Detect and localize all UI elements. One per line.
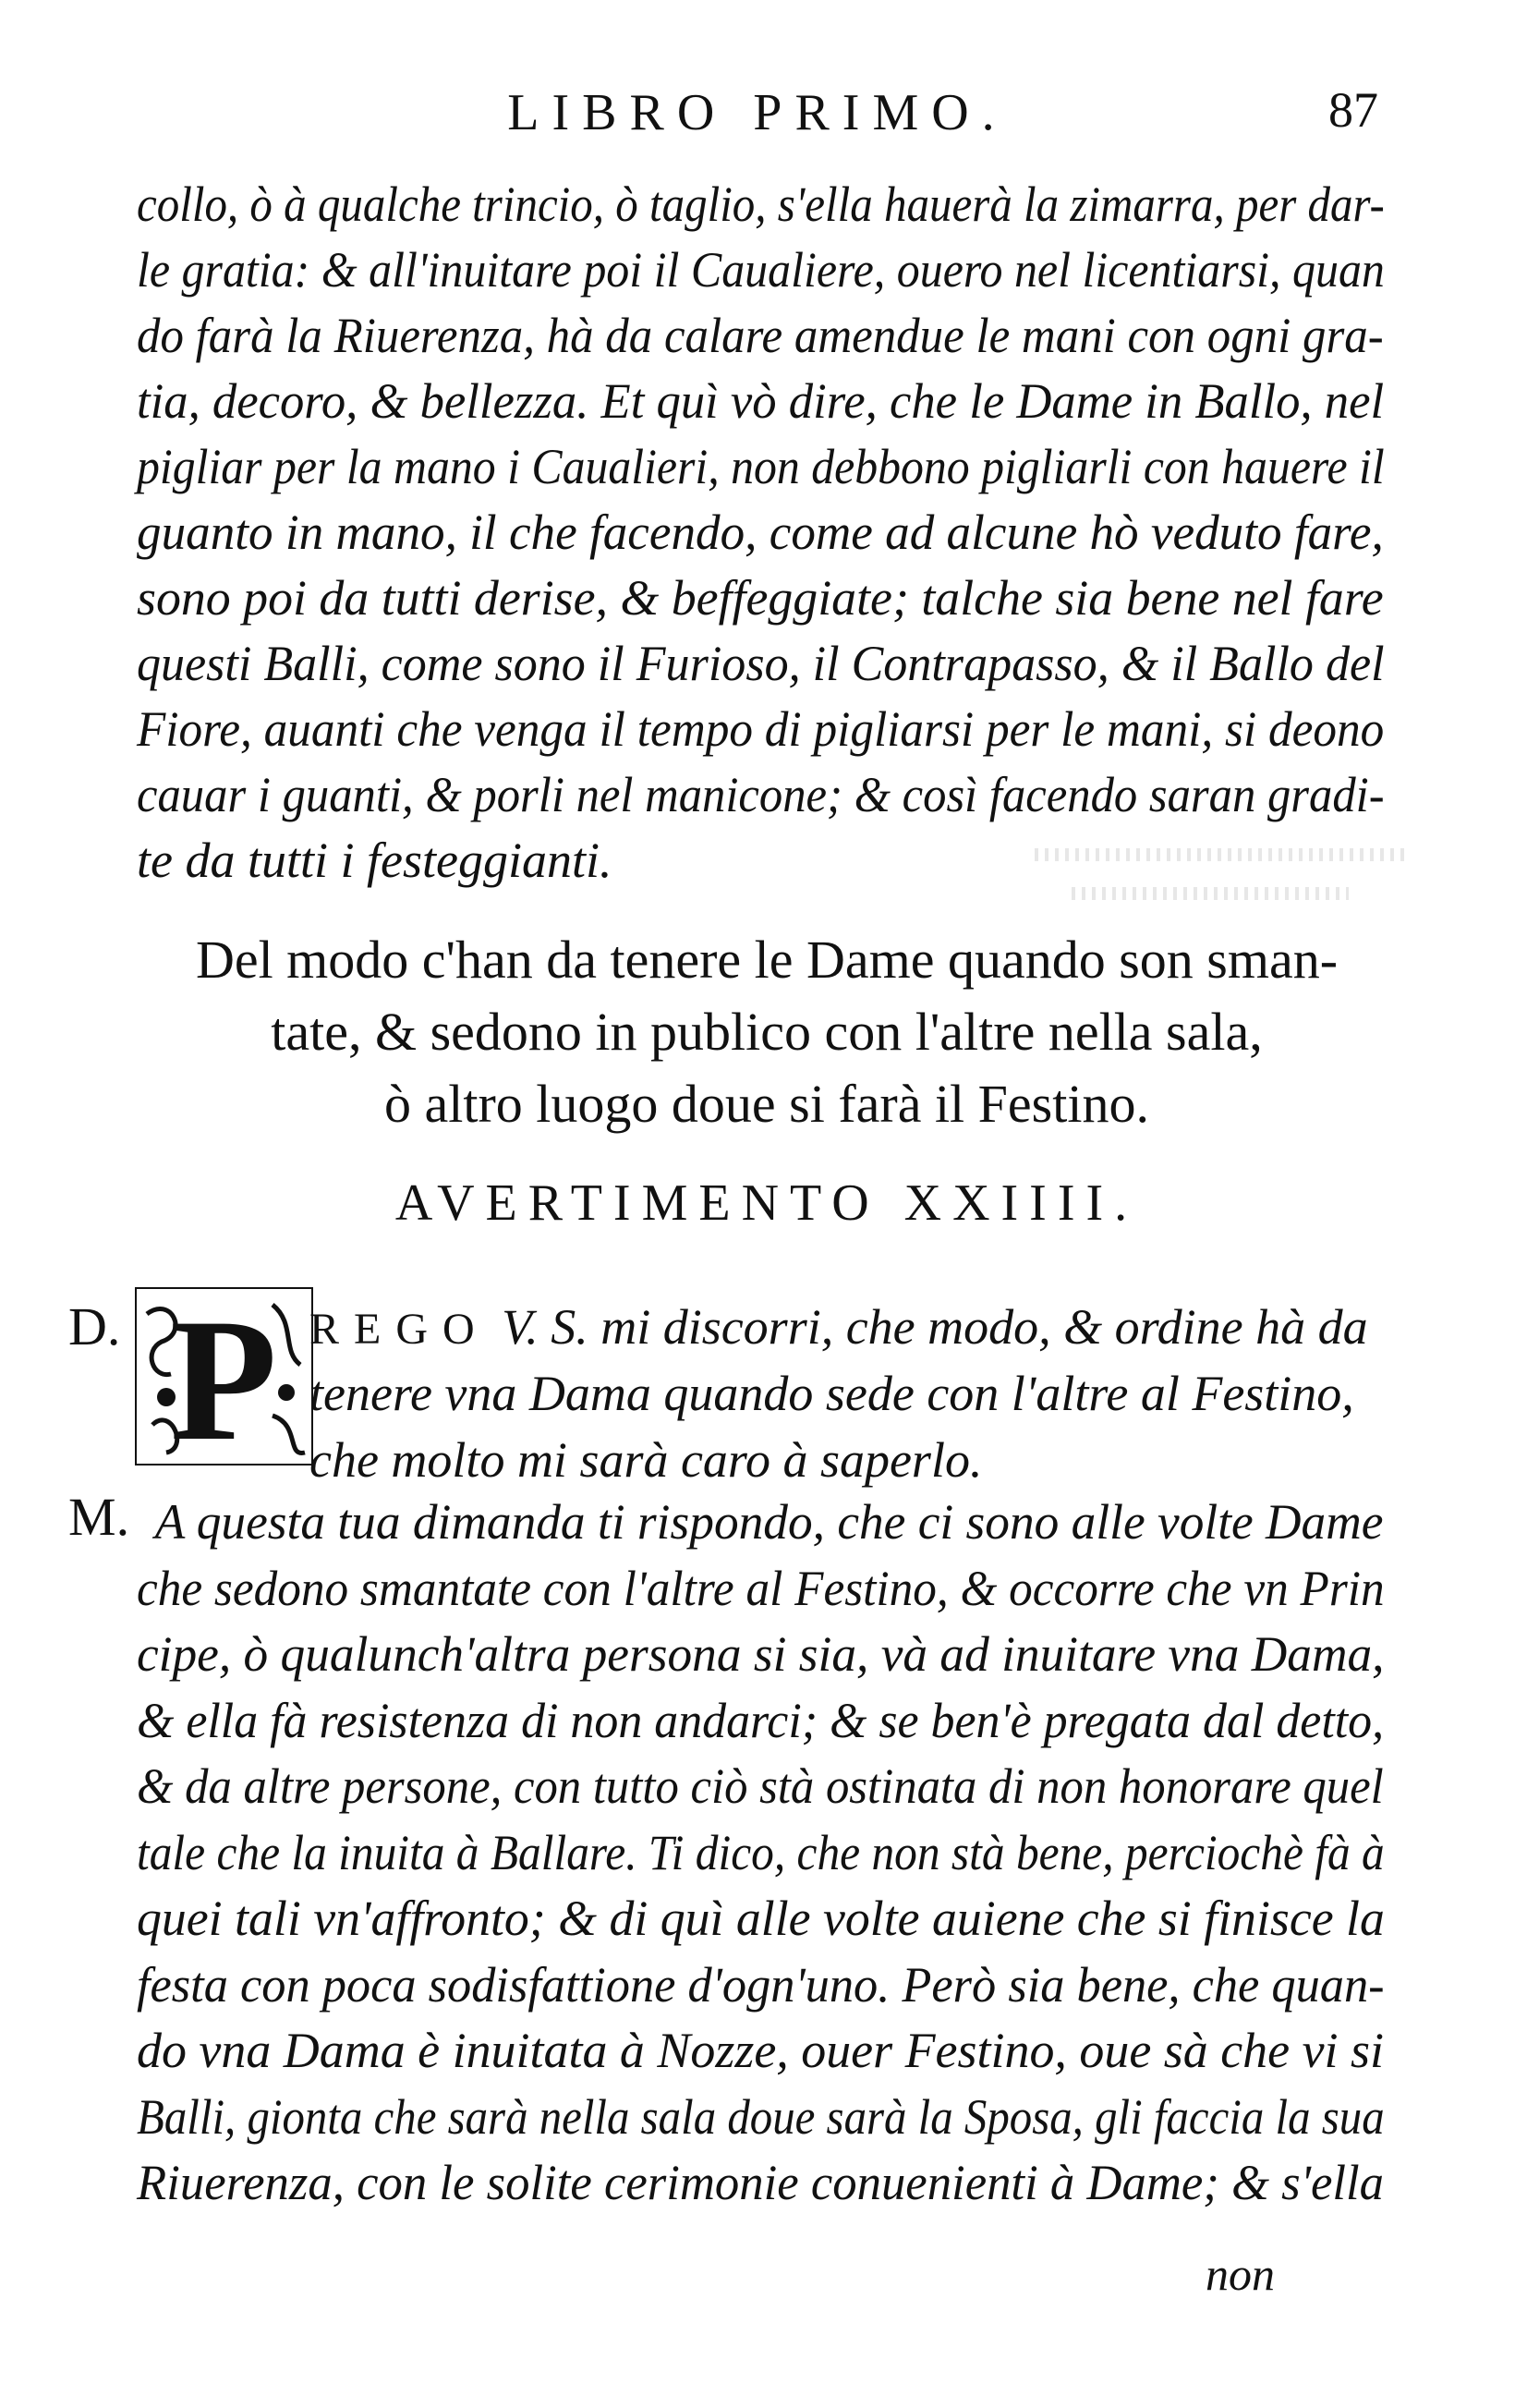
text-line: questi Balli, come sono il Furioso, il Contrapasso, & il Ballo del — [137, 636, 1385, 691]
text-line: pigliar per la mano i Caualieri, non debbono pigliarli con hauere il — [137, 439, 1385, 494]
heading-line: tate, & sedono in publico con l'altre nella sala, — [271, 1002, 1263, 1062]
heading-line: Del modo c'han da tenere le Dame quando son sman- — [195, 930, 1339, 990]
text-line: Riuerenza, con le solite cerimonie conuenienti à Dame; & s'ella — [137, 2155, 1385, 2210]
initial-letter: P — [169, 1286, 278, 1466]
text-line: sono poi da tutti derise, & beffeggiate; talche sia bene nel fare — [137, 570, 1384, 626]
text-line: che molto mi sarà caro à saperlo. — [309, 1432, 983, 1488]
text-line: Balli, gionta che sarà nella sala doue sarà la Sposa, gli faccia la sua — [137, 2088, 1385, 2145]
leaf-ornament — [278, 1384, 295, 1401]
text-line: collo, ò à qualche trincio, ò taglio, s'ella hauerà la zimarra, per dar- — [137, 176, 1385, 232]
catchword: non — [1206, 2248, 1275, 2300]
chapter-title: AVERTIMENTO XXIIII. — [394, 1174, 1139, 1232]
text-line: guanto in mano, il che facendo, come ad alcune hò veduto fare, — [137, 505, 1384, 560]
text-line: Fiore, auanti che venga il tempo di pigliarsi per le mani, si deono — [137, 701, 1385, 757]
line-rest: V. S. mi discorri, che modo, & ordine hà da — [489, 1299, 1368, 1355]
speaker-label-m: M. — [68, 1487, 130, 1547]
text-line: A questa tua dimanda ti rispondo, che ci sono alle volte Dame — [154, 1494, 1384, 1550]
text-line: cipe, ò qualunch'altra persona si sia, và ad inuitare vna Dama, — [137, 1626, 1385, 1682]
text-line: festa con poca sodisfattione d'ogn'uno. Però sia bene, che quan- — [137, 1956, 1385, 2013]
smallcaps-opening: REGO — [309, 1305, 490, 1354]
text-line — [309, 1294, 1390, 1360]
text-line: tenere vna Dama quando sede con l'altre al Festino, — [309, 1366, 1354, 1421]
page-number: 87 — [1328, 82, 1378, 138]
text-line: tale che la inuita à Ballare. Ti dico, che non stà bene, perciochè fà à — [137, 1824, 1385, 1880]
text-line: & da altre persone, con tutto ciò stà ostinata di non honorare quel — [137, 1758, 1384, 1814]
text-line: le gratia: & all'inuitare poi il Caualiere, ouero nel licentiarsi, quan — [137, 242, 1385, 298]
text-line: & ella fà resistenza di non andarci; & se ben'è pregata dal detto, — [137, 1692, 1385, 1748]
text-line: do farà la Riuerenza, hà da calare amendue le mani con ogni gra- — [137, 308, 1384, 363]
text-line: quei tali vn'affronto; & di quì alle volte auiene che si finisce la — [137, 1891, 1385, 1946]
speaker-label-d: D. — [68, 1296, 121, 1356]
section-heading — [92, 924, 1441, 1140]
dialogue-question — [309, 1294, 1390, 1493]
decorated-initial-icon — [134, 1286, 314, 1466]
text-line: che sedono smantate con l'altre al Festino, & occorre che vn Prin — [137, 1560, 1385, 1616]
text-line: do vna Dama è inuitata à Nozze, ouer Festino, oue sà che vi si — [137, 2023, 1384, 2078]
top-text-block — [137, 172, 1384, 894]
text-line: te da tutti i festeggianti. — [137, 833, 612, 888]
text-line: cauar i guanti, & porli nel manicone; & così facendo saran gradi- — [137, 767, 1385, 822]
dialogue-answer — [137, 1490, 1384, 2217]
running-head: LIBRO PRIMO. — [507, 84, 1008, 141]
heading-line: ò altro luogo doue si farà il Festino. — [384, 1074, 1149, 1134]
text-line: tia, decoro, & bellezza. Et quì vò dire, che le Dame in Ballo, nel — [137, 373, 1385, 429]
